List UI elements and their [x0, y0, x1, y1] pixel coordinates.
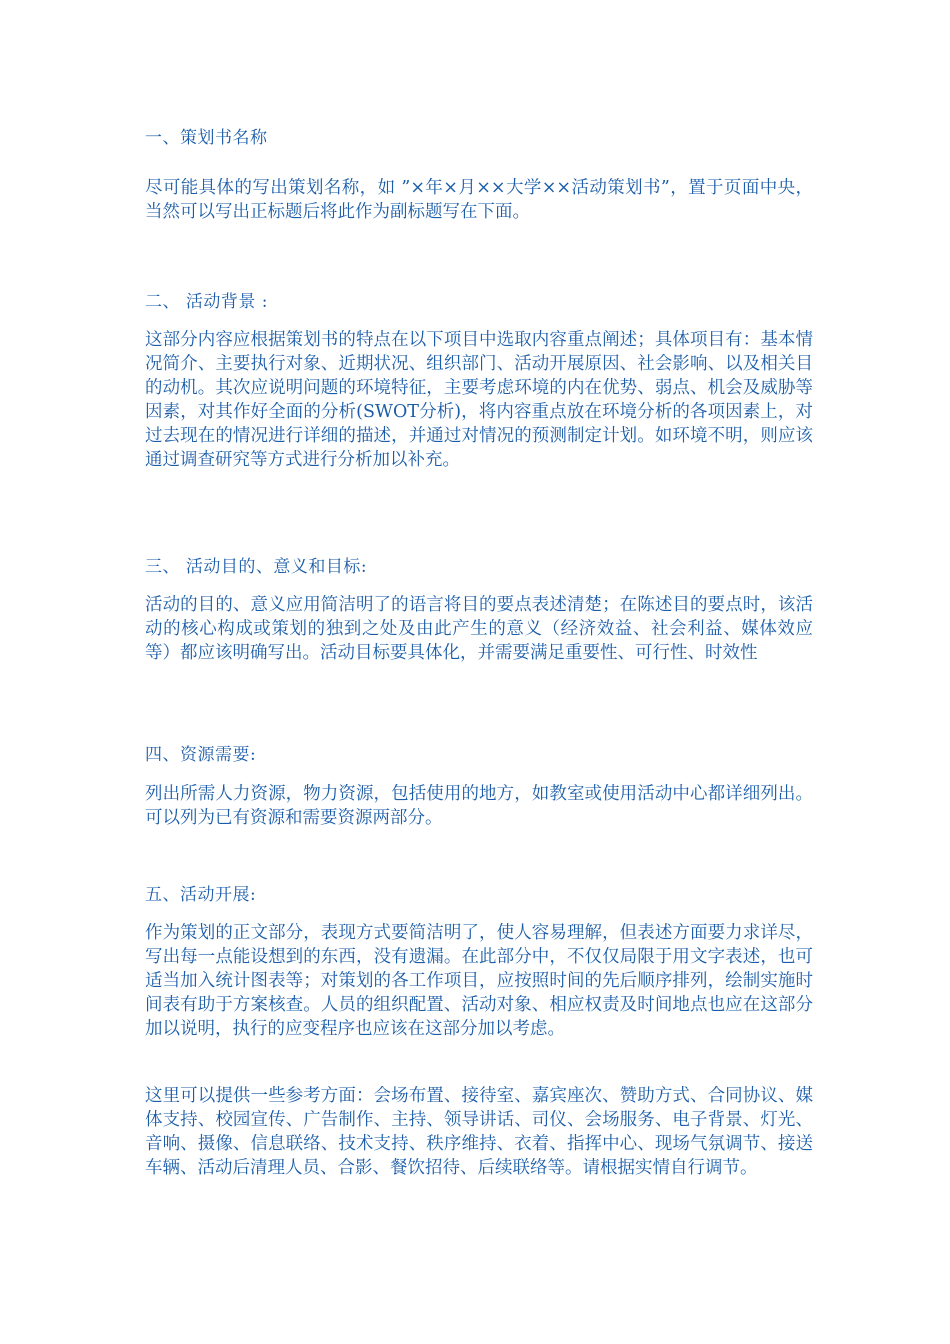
section-heading-execution: 五、活动开展:	[145, 885, 257, 905]
section-paragraph-resources: 列出所需人力资源，物力资源，包括使用的地方，如教室或使用活动中心都详细列出。可以列为已有资源和需要资源两部分。	[145, 784, 813, 828]
section-paragraph-execution-reference: 这里可以提供一些参考方面：会场布置、接待室、嘉宾座次、赞助方式、合同协议、媒体支持、校园宣传、广告制作、主持、领导讲话、司仪、会场服务、电子背景、灯光、音响、摄像、信息联络、技术支持、秩序维持、衣着、指挥中心、现场气氛调节、接送车辆、活动后清理人员、合影、餐饮招待、后续联络等。请根据实情自行调节。	[145, 1086, 813, 1178]
section-heading-background: 二、 活动背景 :	[145, 292, 269, 312]
section-paragraph-execution: 作为策划的正文部分，表现方式要简洁明了，使人容易理解，但表述方面要力求详尽，写出每一点能设想到的东西，没有遗漏。在此部分中，不仅仅局限于用文字表述，也可适当加入统计图表等；对策划的各工作项目，应按照时间的先后顺序排列，绘制实施时间表有助于方案核查。人员的组织配置、活动对象、相应权责及时间地点也应在这部分加以说明，执行的应变程序也应该在这部分加以考虑。	[145, 923, 813, 1039]
section-heading-resources: 四、资源需要:	[145, 745, 257, 765]
section-heading-title: 一、策划书名称	[145, 128, 268, 148]
section-paragraph-purpose: 活动的目的、意义应用简洁明了的语言将目的要点表述清楚；在陈述目的要点时，该活动的核心构成或策划的独到之处及由此产生的意义（经济效益、社会利益、媒体效应等）都应该明确写出。活动目标要具体化，并需要满足重要性、可行性、时效性	[145, 595, 813, 663]
section-paragraph-background: 这部分内容应根据策划书的特点在以下项目中选取内容重点阐述；具体项目有：基本情况简介、主要执行对象、近期状况、组织部门、活动开展原因、社会影响、以及相关目的动机。其次应说明问题的环境特征，主要考虑环境的内在优势、弱点、机会及威胁等因素，对其作好全面的分析(SWOT分析)，将内容重点放在环境分析的各项因素上，对过去现在的情况进行详细的描述，并通过对情况的预测制定计划。如环境不明，则应该通过调查研究等方式进行分析加以补充。	[145, 330, 813, 470]
section-heading-purpose: 三、 活动目的、意义和目标:	[145, 557, 368, 577]
section-paragraph-title: 尽可能具体的写出策划名称，如 ”×年×月××大学××活动策划书”，置于页面中央，当然可以写出正标题后将此作为副标题写在下面。	[145, 178, 813, 222]
